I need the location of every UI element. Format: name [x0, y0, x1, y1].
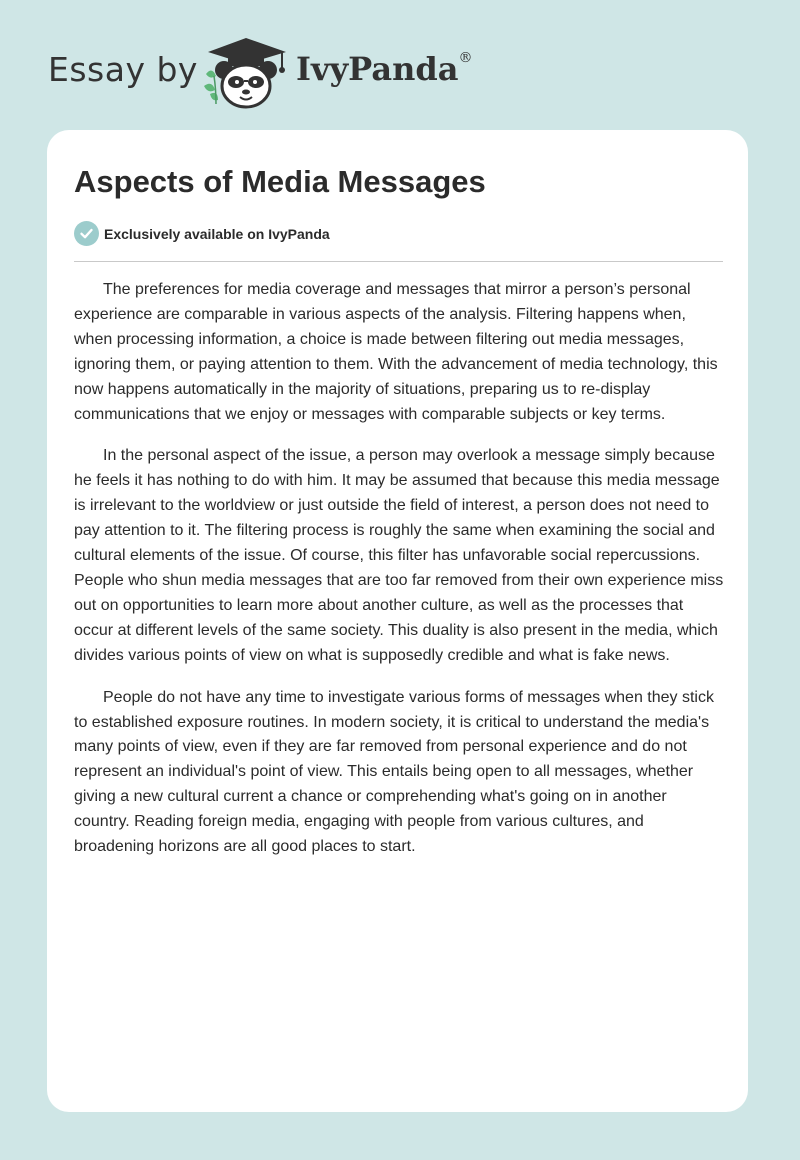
article-body	[74, 278, 726, 877]
paragraph: The preferences for media coverage and messages that mirror a person’s personal experience are comparable in various aspects of the analysis. Filtering happens when, when processing information, a choice is made between filtering out media messages, ignoring them, or paying attention to them. With the advancement of media technology, this now happens automatically in the majority of situations, preparing us to re-display communications that we enjoy or messages with comparable subjects or key terms.	[74, 281, 718, 423]
article-card	[47, 130, 748, 1112]
check-icon	[74, 221, 99, 246]
brand-name[interactable]	[296, 50, 472, 88]
title-divider	[74, 261, 723, 262]
panda-logo-icon[interactable]	[200, 34, 292, 110]
exclusive-label: Exclusively available on IvyPanda	[104, 226, 330, 242]
page-title: Aspects of Media Messages	[74, 164, 486, 199]
paragraph: People do not have any time to investigate various forms of messages when they stick to established exposure routines. In modern society, it is critical to understand the media's many points of view, even if they are far removed from personal experience and do not represent an individual's point of view. This entails being open to all messages, whether giving a new cultural current a chance or comprehending what's going on in another country. Reading foreign media, engaging with people from various cultures, and broadening horizons are all good places to start.	[74, 688, 714, 856]
brand-label: IvyPanda	[296, 50, 459, 88]
paragraph: In the personal aspect of the issue, a person may overlook a message simply because he feels it has nothing to do with him. It may be assumed that because this media message is irrelevant to the worldview or just outside the field of interest, a person does not need to pay attention to it. The filtering process is roughly the same when examining the social and cultural elements of the issue. Of course, this filter has unfavorable social repercussions. People who shun media messages that are too far removed from their own experience miss out on opportunities to learn more about another culture, as well as the processes that occur at different levels of the same society. This duality is also present in the media, which divides various points of view on what is supposedly credible and what is fake news.	[74, 447, 724, 664]
essay-by-label: Essay by	[48, 50, 198, 89]
registered-mark: ®	[458, 50, 473, 67]
site-header	[48, 34, 748, 114]
